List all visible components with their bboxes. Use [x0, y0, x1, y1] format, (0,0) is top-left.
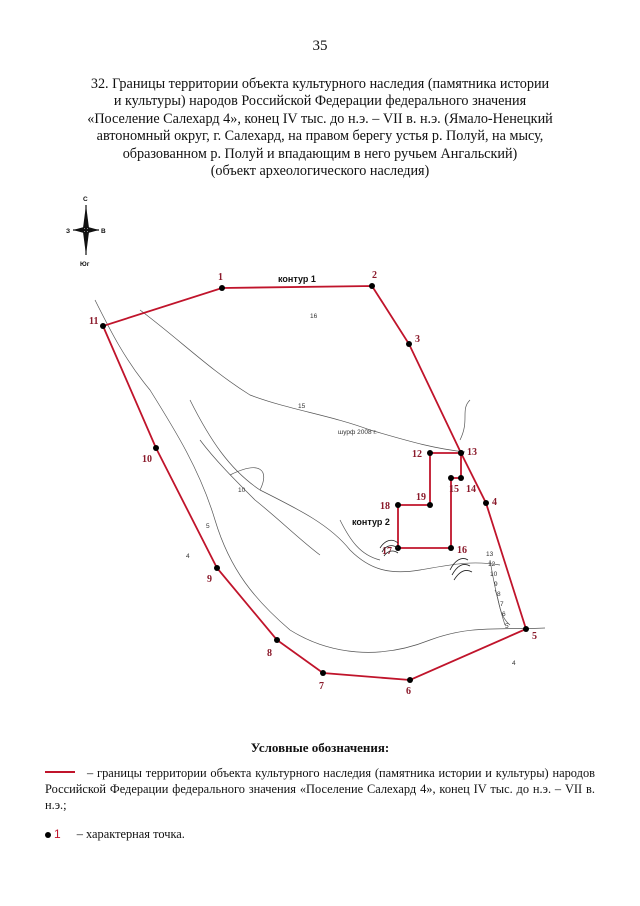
point-label-12: 12 [412, 449, 422, 460]
survey-label: шурф 2008 г. [338, 429, 377, 436]
topo-label: 15 [298, 403, 306, 410]
topo-label: 12 [488, 561, 496, 568]
point-marker-icon [45, 832, 51, 838]
point-label-19: 19 [416, 492, 426, 503]
characteristic-point-8 [274, 637, 280, 643]
document-title [60, 76, 580, 180]
contour-1-label: контур 1 [278, 274, 316, 284]
characteristic-point-6 [407, 677, 413, 683]
legend-point-text: – характерная точка. [76, 827, 185, 841]
characteristic-point-14 [458, 475, 464, 481]
legend-boundary-entry [45, 765, 595, 813]
point-label-1: 1 [218, 272, 223, 283]
title-line: «Поселение Салехард 4», конец IV тыс. до н.э. – VII в. н.э. (Ямало-Ненецкий [87, 110, 553, 127]
topo-label: 7 [500, 601, 504, 608]
characteristic-point-11 [100, 323, 106, 329]
point-label-7: 7 [319, 681, 324, 692]
point-label-4: 4 [492, 497, 497, 508]
topo-label: 9 [494, 581, 498, 588]
characteristic-point-12 [427, 450, 433, 456]
topo-label: 5 [505, 623, 509, 630]
point-label-8: 8 [267, 648, 272, 659]
point-label-17: 17 [382, 546, 392, 557]
characteristic-point-5 [523, 626, 529, 632]
contour2-polygon [398, 453, 461, 548]
title-line: 32. Границы территории объекта культурного наследия (памятника истории [90, 76, 550, 92]
point-label-6: 6 [406, 686, 411, 697]
characteristic-point-10 [153, 445, 159, 451]
topo-label: 13 [486, 551, 494, 558]
topo-label: 6 [502, 611, 506, 618]
point-label-13: 13 [467, 447, 477, 458]
legend-point-entry [45, 827, 185, 842]
characteristic-point-15 [448, 475, 454, 481]
characteristic-point-18 [395, 502, 401, 508]
title-line: автономный округ, г. Салехард, на правом берегу устья р. Полуй, на мысу, [96, 128, 544, 145]
characteristic-point-19 [427, 502, 433, 508]
point-label-9: 9 [207, 574, 212, 585]
topo-label: 10 [490, 571, 498, 578]
characteristic-point-13 [458, 450, 464, 456]
point-label-18: 18 [380, 501, 390, 512]
characteristic-point-16 [448, 545, 454, 551]
characteristic-point-2 [369, 283, 375, 289]
contour1-polygon [103, 286, 526, 680]
point-label-11: 11 [89, 316, 99, 327]
compass-rose-icon [66, 196, 106, 268]
title-line: (объект археологического наследия) [210, 163, 430, 180]
compass-east: В [101, 228, 106, 235]
title-line: и культуры) народов Российской Федерации федерального значения [113, 93, 527, 110]
topographic-lines [95, 300, 545, 652]
point-label-2: 2 [372, 270, 377, 281]
characteristic-point-1 [219, 285, 225, 291]
boundary-map [60, 185, 580, 715]
point-label-3: 3 [415, 334, 420, 345]
contour-2-label: контур 2 [352, 517, 390, 527]
boundary-line-swatch [45, 771, 75, 773]
topo-label: 4 [512, 660, 516, 667]
point-label-14: 14 [466, 484, 476, 495]
topo-label: 10 [238, 487, 246, 494]
topo-label: 16 [310, 313, 318, 320]
legend-title: Условные обозначения: [250, 740, 390, 755]
point-label-10: 10 [142, 454, 152, 465]
title-line: образованном р. Полуй и впадающим в него ручьем Ангальский) [122, 145, 518, 162]
characteristic-point-9 [214, 565, 220, 571]
legend-point-number: 1 [54, 827, 61, 841]
characteristic-point-3 [406, 341, 412, 347]
point-label-15: 15 [449, 484, 459, 495]
compass-north: С [83, 196, 88, 203]
compass-west: З [66, 228, 71, 235]
legend-boundary-text: – границы территории объекта культурного наследия (памятника истории и культуры) народов Российской Федерации федерального значения «Поселение Салехард 4», конец IV тыс. до н.э. – VII в. н.э.; [45, 766, 595, 812]
characteristic-point-7 [320, 670, 326, 676]
point-label-5: 5 [532, 631, 537, 642]
characteristic-point-4 [483, 500, 489, 506]
topo-label: 5 [206, 523, 210, 530]
page-number: 35 [312, 38, 328, 54]
compass-south: Юг [80, 261, 90, 268]
topo-label: 4 [186, 553, 190, 560]
topo-label: 8 [497, 591, 501, 598]
point-label-16: 16 [457, 545, 467, 556]
